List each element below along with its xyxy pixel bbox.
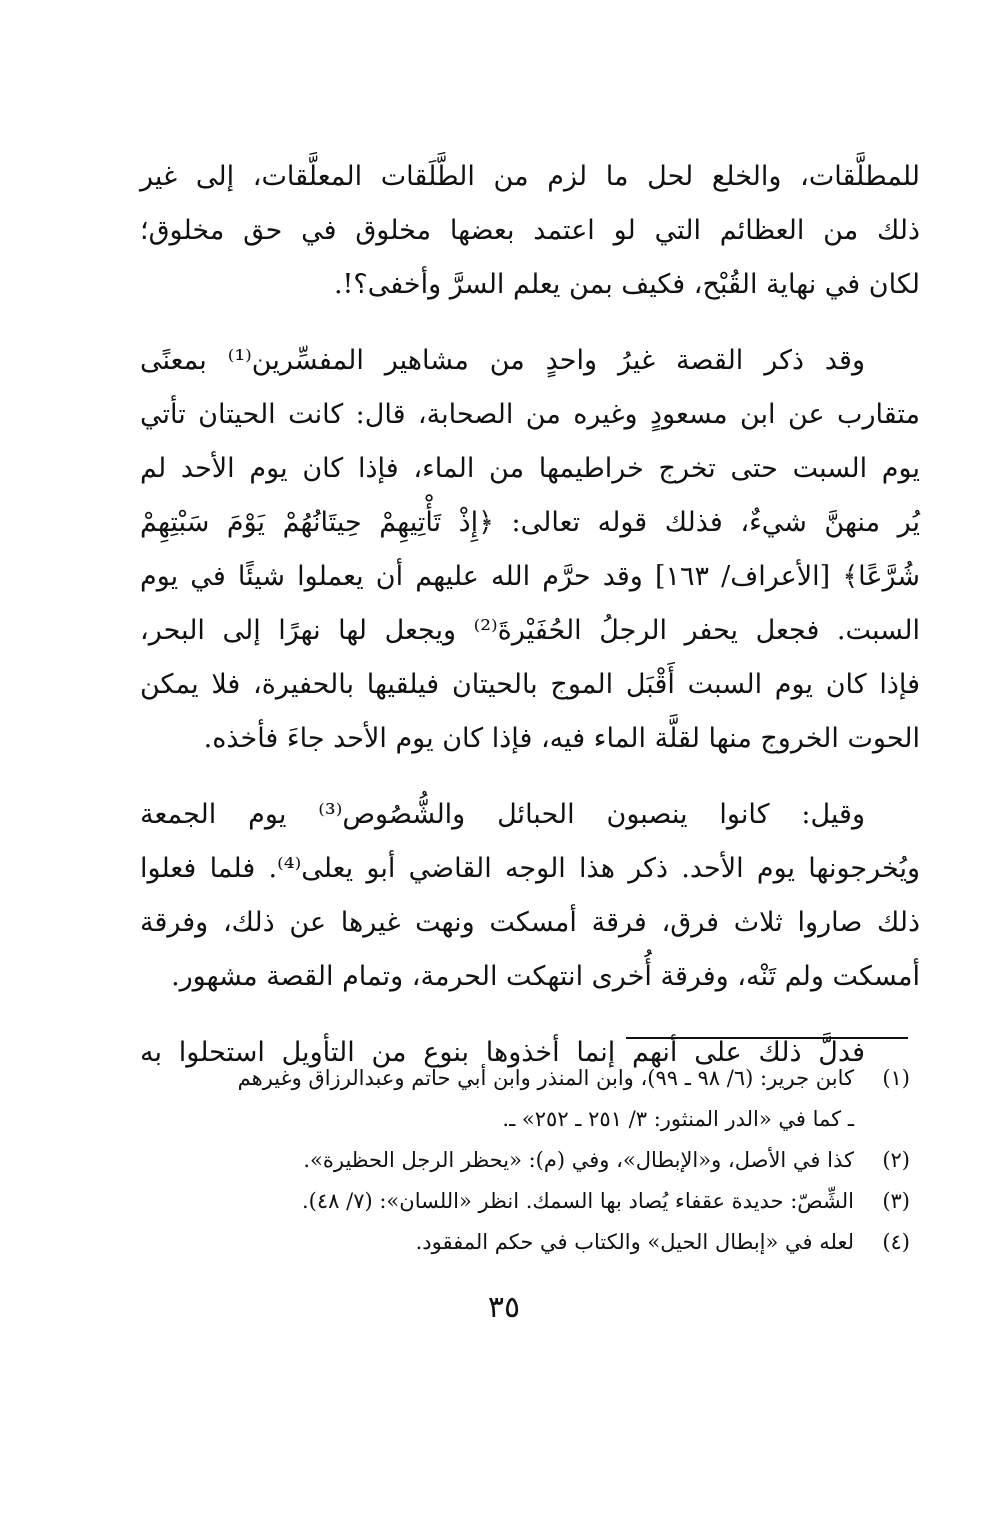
- paragraph-3: [140, 788, 920, 1004]
- footnote-text-line: كابن جرير: (٦/ ٩٨ ـ ٩٩)، وابن المنذر وابن أبي حاتم وعبدالرزاق وغيرهم: [237, 1066, 854, 1090]
- text-line: وقيل: كانوا ينصبون الحبائل والشُّصُوص⁽³⁾ يوم الجمعة: [140, 799, 865, 830]
- paragraph-2: [140, 334, 920, 766]
- footnote-2: [130, 1140, 910, 1181]
- text-line: فدلَّ ذلك على أنهم إنما أخذوها بنوع من التأويل استحلوا به: [140, 1037, 865, 1068]
- text-line: الحوت الخروج منها لقلَّة الماء فيه، فإذا كان يوم الأحد جاءَ فأخذه.: [203, 723, 920, 754]
- text-line: ذلك صاروا ثلاث فرق، فرقة أمسكت ونهت غيرها عن ذلك، وفرقة: [140, 907, 920, 938]
- footnote-number: (٤): [882, 1230, 910, 1254]
- text-line: ذلك من العظائم التي لو اعتمد بعضها مخلوق في حق مخلوق؛: [140, 215, 920, 246]
- footnote-text: [130, 1058, 854, 1140]
- footnote-number: (١): [882, 1066, 910, 1090]
- text-line: فإذا كان يوم السبت أَقْبَل الموج بالحيتان فيلقيها بالحفيرة، فلا يمكن: [140, 669, 920, 700]
- footnotes: [130, 1058, 910, 1263]
- footnote-text-line: ـ كما في «الدر المنثور: ٣/ ٢٥١ ـ ٢٥٢» ـ.: [502, 1107, 854, 1131]
- main-text: [140, 150, 920, 1102]
- text-line: السبت. فجعل يحفر الرجلُ الحُفَيْرةَ⁽²⁾ ويجعل لها نهرًا إلى البحر،: [140, 615, 920, 646]
- quran-verse-line: يُر منهنَّ شيءٌ، فذلك قوله تعالى: ﴿إِذْ تَأْتِيهِمْ حِيتَانُهُمْ يَوْمَ سَبْتِهِمْ: [140, 507, 920, 538]
- footnote-4: [130, 1222, 910, 1263]
- footnote-text: لعله في «إبطال الحيل» والكتاب في حكم المفقود.: [415, 1230, 854, 1254]
- text-line: شُرَّعًا﴾ [الأعراف/ ١٦٣] وقد حرَّم الله عليهم أن يعملوا شيئًا في يوم: [140, 561, 921, 592]
- text-line: لكان في نهاية القُبْح، فكيف بمن يعلم السرَّ وأخفى؟!.: [333, 269, 920, 300]
- footnote-number: (٢): [882, 1148, 910, 1172]
- footnote-text: كذا في الأصل، و«الإبطال»، وفي (م): «يحظر الرجل الحظيرة».: [303, 1148, 854, 1172]
- text-line: أمسكت ولم تَنْه، وفرقة أُخرى انتهكت الحرمة، وتمام القصة مشهور.: [171, 961, 920, 992]
- footnote-number: (٣): [882, 1189, 910, 1213]
- footnote-text: الشِّصّ: حديدة عقفاء يُصاد بها السمك. انظر «اللسان»: (٧/ ٤٨).: [302, 1189, 854, 1213]
- text-line: للمطلَّقات، والخلع لحل ما لزم من الطَّلَقات المعلَّقات، إلى غير: [140, 161, 920, 192]
- footnote-3: [130, 1181, 910, 1222]
- text-line: يوم السبت حتى تخرج خراطيمها من الماء، فإذا كان يوم الأحد لم: [140, 453, 920, 484]
- page-number: ٣٥: [487, 1290, 521, 1325]
- footnote-separator: [626, 1037, 908, 1039]
- text-line: متقارب عن ابن مسعودٍ وغيره من الصحابة، قال: كانت الحيتان تأتي: [140, 399, 920, 430]
- paragraph-1: [140, 150, 920, 312]
- text-line: وقد ذكر القصة غيرُ واحدٍ من مشاهير المفسِّرين⁽¹⁾ بمعنًى: [140, 345, 865, 376]
- footnote-1: [130, 1058, 910, 1140]
- text-line: ويُخرجونها يوم الأحد. ذكر هذا الوجه القاضي أبو يعلى⁽⁴⁾. فلما فعلوا: [140, 853, 920, 884]
